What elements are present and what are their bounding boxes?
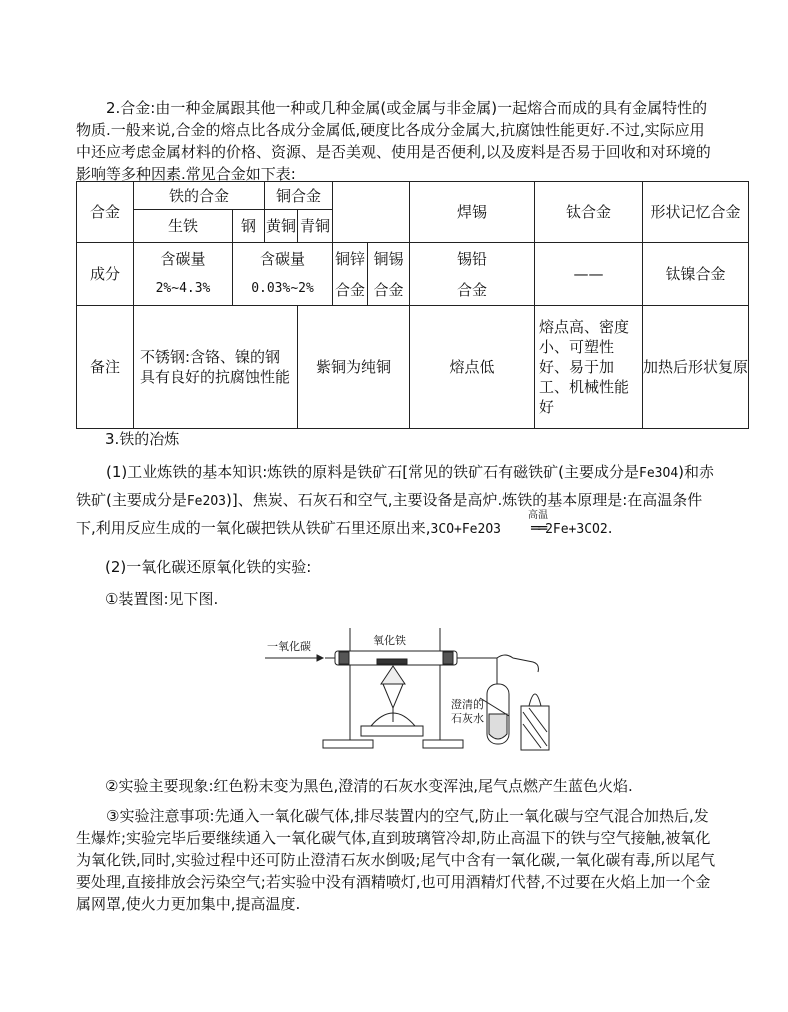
header-bronze: 青铜: [298, 210, 333, 243]
brass-comp-line2: 合金: [334, 280, 365, 299]
apparatus-diagram: [265, 622, 565, 754]
pig-iron-carbon-value: 2%~4.3%: [155, 281, 211, 296]
sma-composition: 钛镍合金: [643, 243, 749, 306]
brass-comp-line1: 铜锌: [334, 249, 365, 268]
row-label-composition: 成分: [77, 243, 134, 306]
bronze-comp-line1: 铜锡: [373, 249, 404, 268]
header-solder: 焊锡: [410, 182, 535, 243]
solder-comp-line1: 锡铅: [456, 249, 487, 268]
copper-alloy-note: 紫铜为纯铜: [298, 306, 410, 429]
header-pig-iron: 生铁: [134, 210, 233, 243]
iron-smelting-paragraph: [76, 459, 716, 543]
iron-oxide-label: 氧化铁: [373, 634, 406, 647]
solder-composition: [410, 243, 535, 306]
alloy-paragraph: 2.合金:由一种金属跟其他一种或几种金属(或金属与非金属)一起熔合而成的具有金属特性的物质.一般来说,合金的熔点比各成分金属低,硬度比各成分金属大,抗腐蚀性能更好.不过,实际应用中还应考虑金属材料的价格、资源、是否美观、使用是否便利,以及废料是否易于回收和对环境的影响等多种因素.常见合金如下表:: [76, 99, 711, 183]
steel-carbon-label: 含碳量: [259, 250, 305, 268]
header-shape-memory-alloy: 形状记忆合金: [643, 182, 749, 243]
equation-reactants: 3CO+Fe2O3: [430, 522, 501, 537]
header-iron-alloy: 铁的合金: [134, 182, 265, 210]
equation-products: 2Fe+3CO2: [545, 522, 608, 537]
bronze-comp-line2: 合金: [373, 280, 404, 299]
header-steel: 钢: [233, 210, 265, 243]
solder-note: 熔点低: [410, 306, 535, 429]
iron-oxide-powder: [377, 659, 407, 664]
sma-note: 加热后形状复原: [643, 306, 749, 429]
right-burner-flame: [529, 694, 541, 706]
steel-composition: [233, 243, 333, 306]
apparatus-heading: ①装置图:见下图.: [105, 590, 219, 608]
right-stand-base: [423, 740, 463, 748]
limewater: [489, 714, 507, 739]
iron-alloy-note: 不锈钢:含铬、镍的钢具有良好的抗腐蚀性能: [134, 306, 298, 429]
pig-iron-carbon-label: 含碳量: [160, 250, 206, 268]
limewater-label-1: 澄清的: [451, 698, 484, 711]
limewater-label-2: 石灰水: [451, 712, 484, 725]
experiment-heading: (2)一氧化碳还原氧化铁的实验:: [105, 558, 312, 576]
bronze-composition: [368, 243, 410, 306]
titanium-composition: ——: [535, 243, 643, 306]
row-label-notes: 备注: [77, 306, 134, 429]
phenomena-paragraph: ②实验主要现象:红色粉末变为黑色,澄清的石灰水变浑浊,尾气点燃产生蓝色火焰.: [105, 777, 633, 795]
alloy-table: [76, 181, 749, 429]
header-brass: 黄铜: [265, 210, 298, 243]
smelting-text-a: (1)工业炼铁的基本知识:炼铁的原料是铁矿石[常见的铁矿石有磁铁矿(主要成分是: [106, 463, 640, 481]
solder-comp-line2: 合金: [456, 280, 487, 299]
section3-title: 3.铁的冶炼: [105, 430, 180, 448]
header-alloy: 合金: [77, 182, 134, 243]
steel-carbon-value: 0.03%~2%: [251, 281, 314, 296]
equation-arrow: 高温 ══: [501, 515, 545, 541]
pig-iron-composition: [134, 243, 233, 306]
equation-condition: 高温: [528, 510, 549, 521]
burner-flame: [381, 666, 405, 684]
header-copper-alloy: 铜合金: [265, 182, 333, 210]
smelting-text-b: )和赤铁矿(主要成分是: [76, 463, 715, 509]
brass-composition: [333, 243, 368, 306]
titanium-note: 熔点高、密度小、可塑性好、易于加工、机械性能好: [535, 306, 643, 429]
hematite-formula: Fe2O3: [186, 494, 226, 509]
magnetite-formula: Fe3O4: [639, 466, 679, 481]
equation-end: .: [607, 519, 613, 537]
header-titanium-alloy: 钛合金: [535, 182, 643, 243]
left-stand-base: [323, 740, 373, 748]
precautions-paragraph: ③实验注意事项:先通入一氧化碳气体,排尽装置内的空气,防止一氧化碳与空气混合加热后,发生爆炸;实验完毕后要继续通入一氧化碳气体,直到玻璃管冷却,防止高温下的铁与空气接触,被氧化为氧化铁,同时,实验过程中还可防止澄清石灰水倒吸;尾气中含有一氧化碳,一氧化碳有毒,所以尾气要处理,直接排放会污染空气;若实验中没有酒精喷灯,也可用酒精灯代替,不过要在火焰上加一个金属网罩,使火力更加集中,提高温度.: [76, 807, 716, 913]
header-blank: [333, 182, 410, 243]
co-label: 一氧化碳: [267, 640, 311, 653]
smelting-text-c: )]、焦炭、石灰石和空气,主要设备是高炉.炼铁的基本原理是:在高温条件下,利用反应生成的一氧化碳把铁从铁矿石里还原出来,: [76, 491, 703, 537]
